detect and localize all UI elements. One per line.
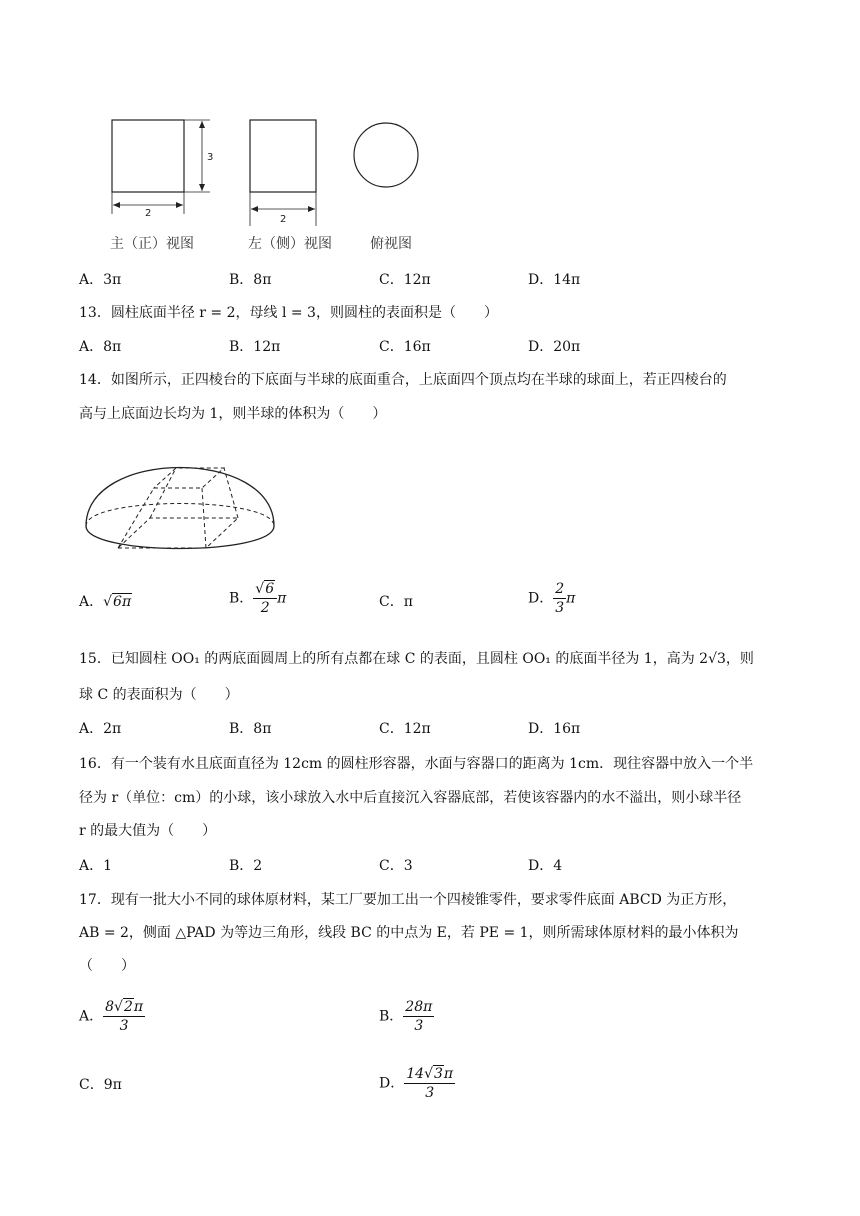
q14-option-c[interactable]: C．π <box>379 594 413 610</box>
q13-stem: 13．圆柱底面半径 r = 2，母线 l = 3，则圆柱的表面积是（ ） <box>79 305 498 321</box>
q13-option-c[interactable]: C．16π <box>379 339 431 355</box>
q15-stem-line2: 球 C 的表面积为（ ） <box>79 687 239 703</box>
q14-option-b-pi: π <box>277 590 287 607</box>
q17-stem-line2: AB = 2，侧面 △PAD 为等边三角形，线段 BC 的中点为 E，若 PE = 1，则所需球体原材料的最小体积为 <box>79 925 739 941</box>
hemisphere-frustum-figure <box>80 438 280 558</box>
q15-option-d[interactable]: D．16π <box>528 721 581 737</box>
q17-option-d-den: 3 <box>425 1085 435 1101</box>
q17-option-c[interactable]: C．9π <box>79 1077 122 1093</box>
q17-option-b[interactable] <box>379 998 434 1035</box>
q14-option-b-den: 2 <box>260 600 270 616</box>
front-view-caption: 主（正）视图 <box>110 236 194 252</box>
q16-option-d[interactable]: D．4 <box>528 858 563 874</box>
q14-option-a-math: 6π <box>113 594 132 610</box>
q17-option-a-label: A． <box>79 1008 104 1025</box>
q14-option-d-den: 3 <box>555 600 565 616</box>
q16-stem-line1: 16．有一个装有水且底面直径为 12cm 的圆柱形容器，水面与容器口的距离为 1cm．现往容器中放入一个半 <box>79 756 754 772</box>
q17-option-a-den: 3 <box>119 1018 129 1034</box>
q17-option-a-pi: π <box>133 999 144 1015</box>
q17-option-d-rad: 3 <box>433 1066 443 1082</box>
q12-option-a[interactable]: A．3π <box>79 272 122 288</box>
q15-option-c[interactable]: C．12π <box>379 721 431 737</box>
top-view-caption: 俯视图 <box>370 236 412 252</box>
q12-option-d[interactable]: D．14π <box>528 272 581 288</box>
q16-option-c[interactable]: C．3 <box>379 858 413 874</box>
q16-option-a[interactable]: A．1 <box>79 858 113 874</box>
q14-option-d-label: D． <box>528 590 554 607</box>
side-width-dim-label: 2 <box>280 214 287 225</box>
side-view-rect <box>250 120 316 192</box>
front-width-dim-label: 2 <box>145 208 152 219</box>
q17-option-b-label: B． <box>379 1008 404 1025</box>
q14-option-b-label: B． <box>229 590 254 607</box>
q17-option-d-pi: π <box>443 1066 454 1082</box>
q17-option-d-label: D． <box>379 1075 405 1092</box>
q15-option-a[interactable]: A．2π <box>79 721 122 737</box>
q14-option-a[interactable]: A．√6π <box>79 594 132 610</box>
q13-option-d[interactable]: D．20π <box>528 339 581 355</box>
q13-option-a[interactable]: A．8π <box>79 339 122 355</box>
side-view-caption: 左（侧）视图 <box>248 236 332 252</box>
front-view-rect <box>112 120 184 192</box>
q14-option-b-num: 6 <box>265 581 275 597</box>
q17-option-a[interactable]: A． $\frac{8√2\pi}{3}$ <box>79 999 144 1034</box>
height-dim-label: 3 <box>207 152 214 163</box>
q14-option-d[interactable] <box>528 580 575 617</box>
q16-stem-line3: r 的最大值为（ ） <box>79 823 217 839</box>
q14-option-b[interactable]: B． $\frac{√6}{2}$ π <box>229 581 287 616</box>
q15-stem-line1: 15．已知圆柱 OO₁ 的两底面圆周上的所有点都在球 C 的表面，且圆柱 OO₁ 的底面半径为 1，高为 2√3，则 <box>79 651 754 667</box>
q14-stem-line2: 高与上底面边长均为 1，则半球的体积为（ ） <box>79 406 387 422</box>
q14-option-a-label: A． <box>79 594 104 610</box>
q17-stem-line3: （ ） <box>79 958 135 974</box>
q14-option-d-pi: π <box>566 590 576 607</box>
q12-option-b[interactable]: B．8π <box>229 272 272 288</box>
q17-option-a-coef: 8 <box>105 999 115 1015</box>
q17-option-a-rad: 2 <box>123 999 133 1015</box>
q13-option-b[interactable]: B．12π <box>229 339 281 355</box>
q14-stem-line1: 14．如图所示，正四棱台的下底面与半球的底面重合，上底面四个顶点均在半球的球面上，若正四棱台的 <box>79 372 727 388</box>
q14-option-d-num: 2 <box>555 581 565 597</box>
q17-stem-line1: 17．现有一批大小不同的球体原材料，某工厂要加工出一个四棱锥零件，要求零件底面 ABCD 为正方形， <box>79 892 737 908</box>
q12-option-c[interactable]: C．12π <box>379 272 431 288</box>
q17-option-d-coef: 14 <box>406 1066 425 1082</box>
q17-option-b-den: 3 <box>414 1018 424 1034</box>
q16-option-b[interactable]: B．2 <box>229 858 263 874</box>
q16-stem-line2: 径为 r（单位：cm）的小球，该小球放入水中后直接沉入容器底部，若使该容器内的水不溢出，则小球半径 <box>79 790 742 806</box>
q17-option-b-num: 28π <box>405 999 433 1015</box>
top-view-circle <box>354 123 418 187</box>
q17-option-d[interactable]: D． $\frac{14√3\pi}{3}$ <box>379 1066 454 1101</box>
q15-option-b[interactable]: B．8π <box>229 721 272 737</box>
